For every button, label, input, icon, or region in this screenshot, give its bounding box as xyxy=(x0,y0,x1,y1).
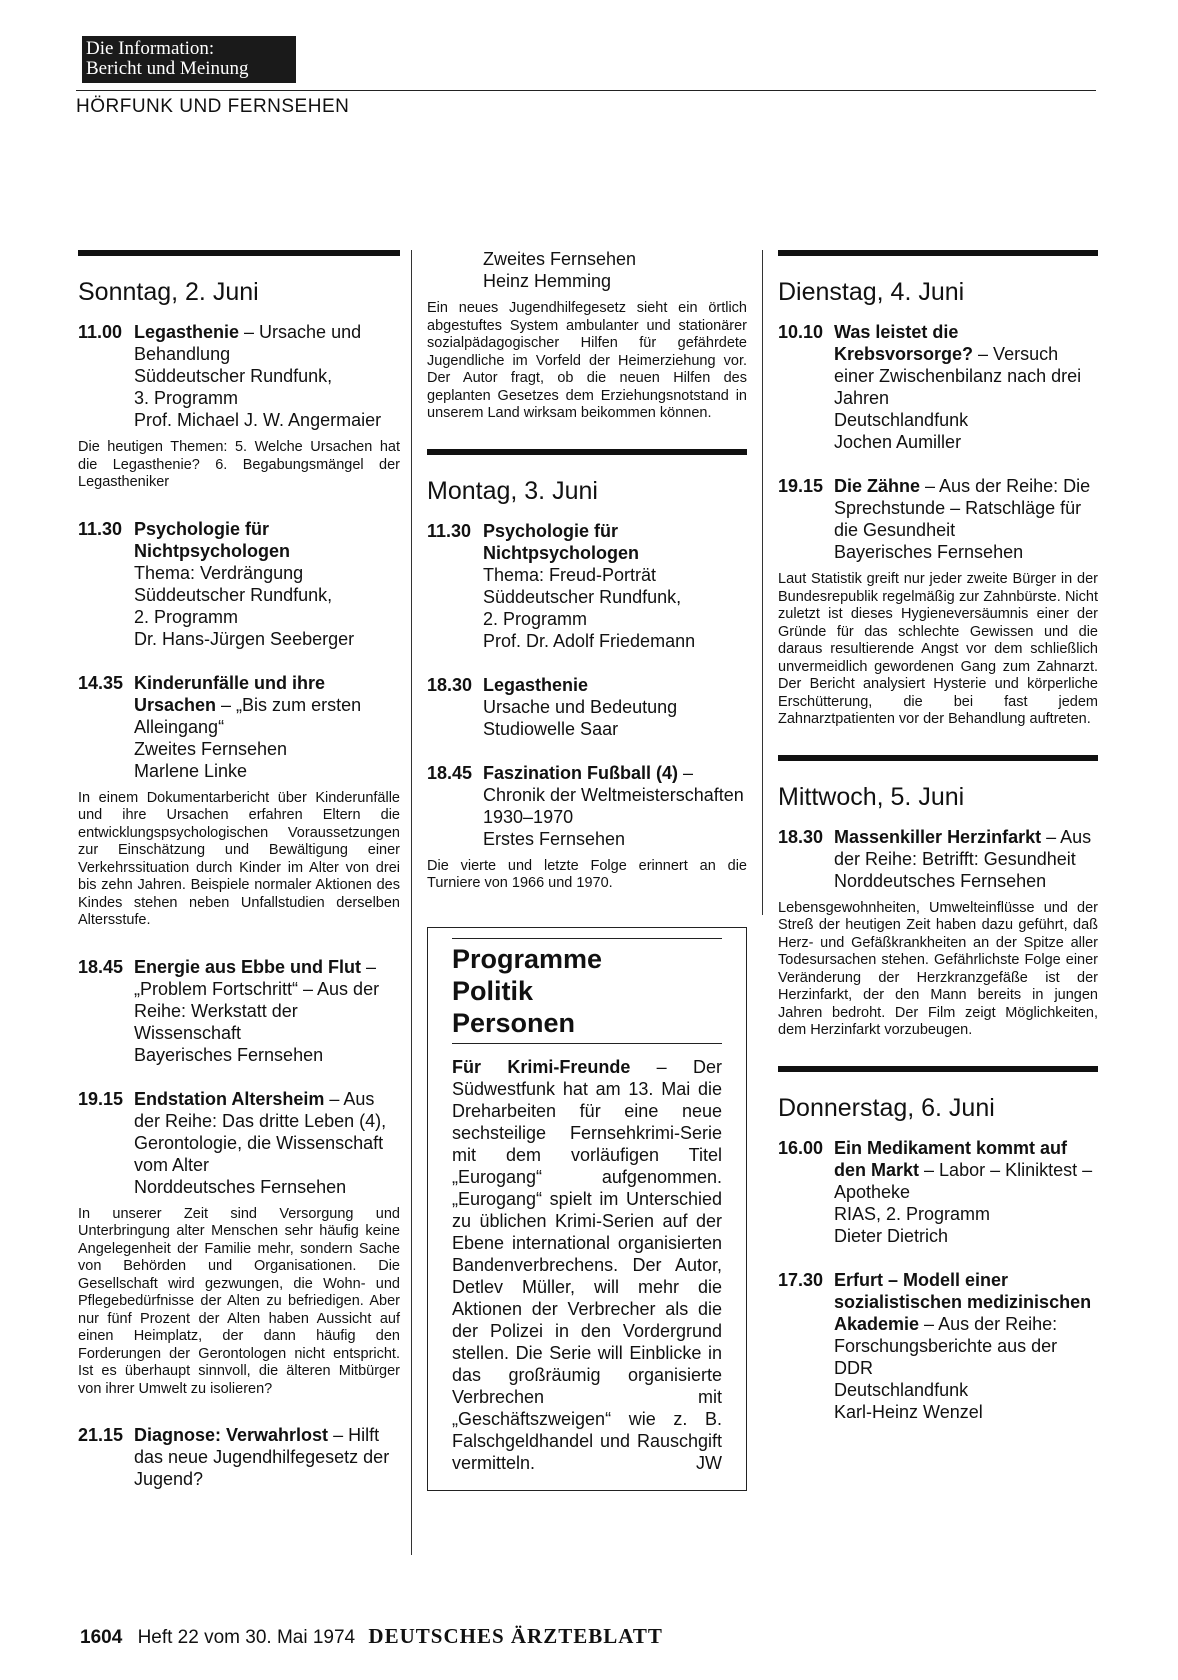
program-time: 11.30 xyxy=(427,520,472,541)
column-2 xyxy=(427,250,747,1491)
issue-info: Heft 22 vom 30. Mai 1974 xyxy=(137,1627,356,1648)
page-footer xyxy=(80,1624,663,1649)
section-title: HÖRFUNK UND FERNSEHEN xyxy=(76,96,350,117)
program-title: Was leistet die Krebsvorsorge? xyxy=(834,322,979,364)
column-rule-right xyxy=(762,250,763,915)
box-lead: Für Krimi-Freunde xyxy=(452,1056,657,1077)
program-detail: Bayerisches Fernsehen xyxy=(134,1044,324,1065)
program-entry xyxy=(78,518,400,650)
program-detail: Zweites Fernsehen xyxy=(483,249,637,269)
program-detail: Thema: Verdrängung xyxy=(134,562,304,583)
box-title-line: Programme xyxy=(452,943,603,974)
column-3 xyxy=(778,250,1098,1431)
program-continuation xyxy=(427,248,747,292)
program-detail: – Versuch einer Zwischenbilanz nach drei Jahren xyxy=(834,344,1082,408)
program-detail: Deutschlandfunk xyxy=(834,410,969,430)
day-bar xyxy=(778,1066,1098,1072)
program-entry xyxy=(427,520,747,652)
box-title-line: Personen xyxy=(452,1007,576,1038)
program-entry xyxy=(427,674,747,740)
program-detail: Erstes Fernsehen xyxy=(483,828,626,849)
journal-name: DEUTSCHES ÄRZTEBLATT xyxy=(368,1624,663,1648)
program-detail: Norddeutsches Fernsehen xyxy=(134,1176,347,1197)
day-heading: Dienstag, 4. Juni xyxy=(778,278,965,306)
box-title-line: Politik xyxy=(452,975,534,1006)
program-description: Lebensgewohnheiten, Umwelteinflüsse und der Streß der heutigen Zeit haben dazu geführt, daß Herz- und Gefäßkrankheiten an der Spitze aller Todesursachen stehen. Gefährlichste Folge einer Veränderung der Herzkranzgefäße ist der Herzinfarkt, der den Mann bereits in jungen Jahren bedroht. Der Film zeigt Möglichkeiten, dem Herzinfarkt vorzubeugen. xyxy=(778,899,1098,1038)
program-detail: Süddeutscher Rundfunk, xyxy=(134,366,333,386)
program-detail: Marlene Linke xyxy=(134,760,248,781)
program-entry xyxy=(78,321,400,431)
program-entry xyxy=(78,672,400,782)
program-detail: – Hilft das neue Jugendhilfegesetz der Jugend? xyxy=(134,1425,390,1489)
program-detail: Dieter Dietrich xyxy=(834,1225,949,1246)
box-article xyxy=(452,1056,722,1474)
program-title: Legasthenie xyxy=(134,322,245,342)
program-entry xyxy=(78,956,400,1066)
program-time: 18.30 xyxy=(778,826,824,847)
program-title: Ein Medikament kommt auf den Markt xyxy=(834,1137,1068,1180)
program-time: 18.30 xyxy=(427,674,473,695)
program-entry xyxy=(778,1137,1098,1247)
program-detail: Prof. Dr. Adolf Friedemann xyxy=(483,630,696,651)
program-detail: – Aus der Reihe: Forschungsberichte aus der DDR xyxy=(834,1313,1058,1378)
program-title: Endstation Altersheim xyxy=(134,1088,330,1109)
box-rule xyxy=(452,938,722,939)
program-detail: Süddeutscher Rundfunk, xyxy=(134,584,333,605)
program-detail: – Aus der Reihe: Das dritte Leben (4), Gerontologie, die Wissenschaft vom Alter xyxy=(134,1088,387,1175)
day-heading: Donnerstag, 6. Juni xyxy=(778,1093,995,1122)
program-title: Legasthenie xyxy=(483,674,589,695)
program-time: 21.15 xyxy=(78,1425,124,1445)
program-entry xyxy=(427,762,747,850)
program-detail: – „Problem Fortschritt“ – Aus der Reihe: Werkstatt der Wissenschaft xyxy=(134,956,380,1043)
masthead-line-2: Bericht und Meinung xyxy=(86,58,249,79)
day-bar xyxy=(78,250,400,256)
program-detail: Bayerisches Fernsehen xyxy=(834,542,1024,562)
program-detail: RIAS, 2. Programm xyxy=(834,1203,991,1224)
program-detail: Süddeutscher Rundfunk, xyxy=(483,586,682,607)
program-detail: Zweites Fernsehen xyxy=(134,738,288,759)
program-description: Ein neues Jugendhilfegesetz sieht ein örtlich abgestuftes System ambulanter und stationärer sozialpädagogischer Hilfen für gefährdete Jugendliche im Vorfeld der Heimerziehung vor. Der Autor fragt, ob die neuen Hilfen des geplanten Gesetzes dem Erziehungsnotstand in unserem Land wirksam beikommen können. xyxy=(427,300,747,421)
day-heading: Mittwoch, 5. Juni xyxy=(778,782,965,811)
program-entry xyxy=(778,1269,1098,1423)
day-heading: Montag, 3. Juni xyxy=(427,476,598,505)
program-title: Kinderunfälle und ihre Ursachen xyxy=(134,672,326,715)
program-detail: Karl-Heinz Wenzel xyxy=(834,1401,983,1422)
box-body: – Der Südwestfunk hat am 13. Mai die Dreharbeiten für eine neue sechsteilige Fernsehkrimi-Serie mit dem vorläufigen Titel „Eurogang“ aufgenommen. „Eurogang“ spielt im Unterschied zu üblichen Krimi-Serien auf der Ebene international organisierten Bandenverbrechens. Der Autor, Detlev Müller, will mehr die Aktionen der Verbrecher als die der Polizei in den Vordergrund stellen. Die Serie will Einblicke in das großräumig organisierte Verbrechen mit „Geschäftszweigen“ wie z. B. Falschgeldhandel und Rauschgift vermitteln. xyxy=(452,1056,722,1473)
news-box xyxy=(427,927,747,1491)
program-detail: Dr. Hans-Jürgen Seeberger xyxy=(134,628,355,649)
program-title: Erfurt – Modell einer sozialistischen medizinischen Akademie xyxy=(834,1269,1092,1334)
day-bar xyxy=(778,250,1098,256)
program-entry xyxy=(778,475,1098,563)
program-time: 18.45 xyxy=(78,956,124,977)
day-bar xyxy=(427,449,747,455)
day-heading: Sonntag, 2. Juni xyxy=(78,278,259,306)
program-description: Die heutigen Themen: 5. Welche Ursachen hat die Legasthenie? 6. Begabungsmängel der Legastheniker xyxy=(78,439,400,490)
program-time: 18.45 xyxy=(427,762,473,783)
program-detail: – Labor – Kliniktest – Apotheke xyxy=(834,1159,1093,1202)
program-time: 14.35 xyxy=(78,672,124,693)
program-detail: – Ursache und Behandlung xyxy=(134,322,362,364)
program-detail: – „Bis zum ersten Alleingang“ xyxy=(134,694,362,737)
program-time: 10.10 xyxy=(778,322,824,342)
program-entry xyxy=(778,321,1098,453)
program-detail: 2. Programm xyxy=(483,608,588,629)
program-detail: 3. Programm xyxy=(134,388,239,408)
program-entry xyxy=(778,826,1098,892)
program-entry xyxy=(78,1424,400,1490)
program-detail: Heinz Hemming xyxy=(483,271,612,291)
page-number: 1604 xyxy=(80,1627,123,1648)
program-title: Energie aus Ebbe und Flut xyxy=(134,956,367,977)
program-title: Diagnose: Verwahrlost xyxy=(134,1425,334,1445)
program-entry xyxy=(78,1088,400,1198)
program-detail: – Aus der Reihe: Betrifft: Gesundheit xyxy=(834,826,1092,869)
box-title xyxy=(452,943,722,1039)
program-detail: Jochen Aumiller xyxy=(834,432,962,452)
program-detail: Deutschlandfunk xyxy=(834,1379,969,1400)
program-detail: – Aus der Reihe: Die Sprechstunde – Ratschläge für die Gesundheit xyxy=(834,476,1091,540)
masthead-line-1: Die Information: xyxy=(86,38,215,59)
column-rule-left xyxy=(411,250,412,1555)
box-signature: JW xyxy=(696,1452,722,1473)
program-time: 19.15 xyxy=(778,476,824,496)
program-title: Psychologie für Nichtpsychologen xyxy=(134,518,291,561)
program-title: Faszination Fußball (4) xyxy=(483,762,684,783)
program-description: Laut Statistik greift nur jeder zweite Bürger in der Bundesrepublik regelmäßig zur Zahnbürste. Nicht zuletzt ist dieses Hygieneversäumnis einer der Gründe für das schlechte Gewissen und die daraus resultierende Angst vor dem schließlich unvermeidlich gewordenen Gang zum Zahnarzt. Der Bericht analysiert Hysterie und körperliche Erschütterung, die bei fast jedem Zahnarztpatienten vor der Behandlung auftreten. xyxy=(778,571,1098,727)
program-detail: 2. Programm xyxy=(134,606,239,627)
program-detail: – Chronik der Weltmeisterschaften 1930–1970 xyxy=(483,762,744,827)
program-time: 11.30 xyxy=(78,518,123,539)
day-bar xyxy=(778,755,1098,761)
program-time: 11.00 xyxy=(78,322,123,342)
header-rule xyxy=(76,90,1096,91)
program-title: Psychologie für Nichtpsychologen xyxy=(483,520,640,563)
program-title: Massenkiller Herzinfarkt xyxy=(834,826,1047,847)
program-time: 16.00 xyxy=(778,1137,824,1158)
program-description: In unserer Zeit sind Versorgung und Unterbringung alter Menschen sehr häufig keine Angelegenheit der Familie mehr, sondern Sache von Behörden und Organisationen. Die Gesellschaft wird gezwungen, die Wohn- und Pflegebedürfnisse der Alten zu befriedigen. Aber nur fünf Prozent der Alten haben Aussicht auf einen Heimplatz, der dann häufig den Forderungen der Gerontologen nicht entspricht. Ist es überhaupt sinnvoll, die älteren Mitbürger von ihrer Umwelt zu isolieren? xyxy=(78,1205,400,1397)
column-1 xyxy=(78,250,400,1498)
program-description: Die vierte und letzte Folge erinnert an die Turniere von 1966 und 1970. xyxy=(427,857,747,891)
program-detail: Prof. Michael J. W. Angermaier xyxy=(134,410,382,430)
program-time: 19.15 xyxy=(78,1088,124,1109)
program-detail: Studiowelle Saar xyxy=(483,718,619,739)
program-detail: Thema: Freud-Porträt xyxy=(483,564,657,585)
program-detail: Norddeutsches Fernsehen xyxy=(834,870,1047,891)
program-title: Die Zähne xyxy=(834,476,926,496)
program-description: In einem Dokumentarbericht über Kinderunfälle und ihre Ursachen erfahren Eltern die entwicklungspsychologischen Voraussetzungen zur Einschätzung und Bewältigung einer Verkehrssituation durch Kinder im Alter von drei bis zehn Jahren. Beispiele normaler Aktionen des Kindes stehen neben Unfallstudien derselben Altersstufe. xyxy=(78,789,400,928)
masthead-badge xyxy=(82,36,296,83)
program-detail: Ursache und Bedeutung xyxy=(483,696,678,717)
program-time: 17.30 xyxy=(778,1269,824,1290)
box-title-rule xyxy=(452,1043,722,1044)
